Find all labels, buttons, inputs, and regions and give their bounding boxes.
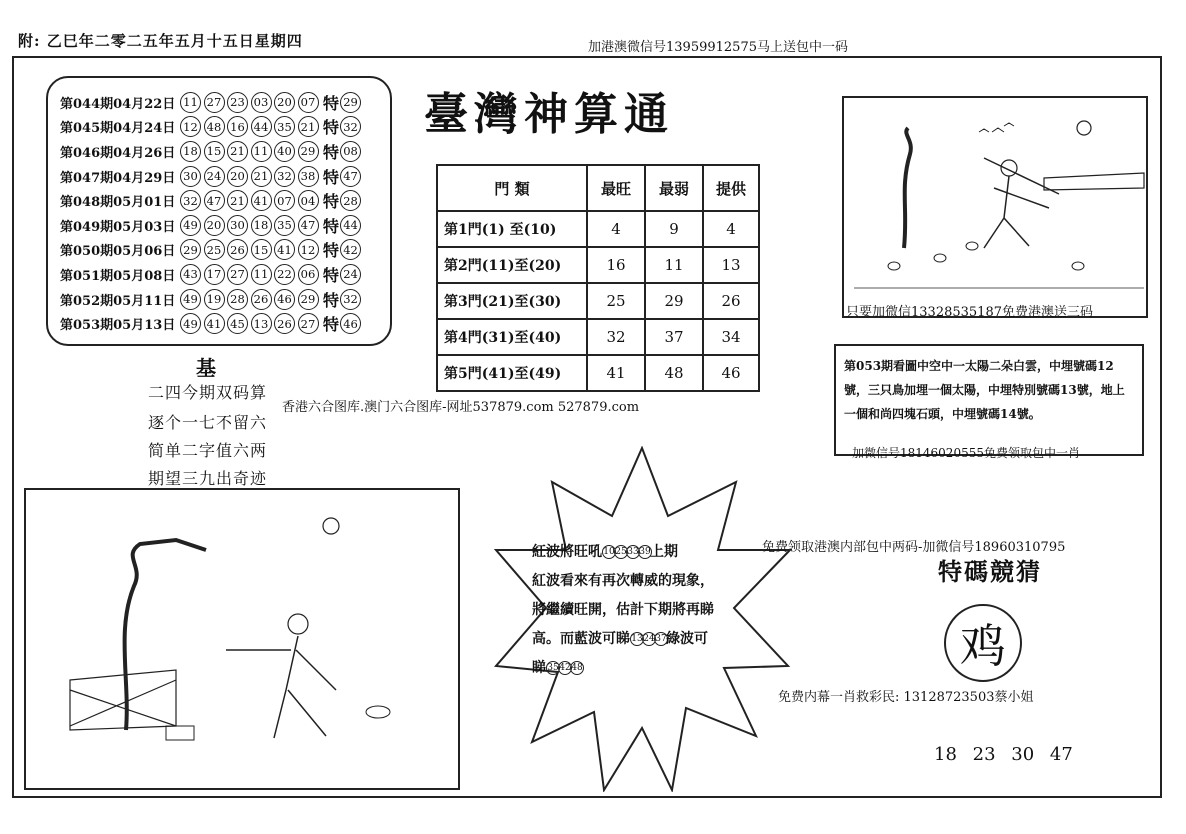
star-text: [532, 538, 750, 683]
history-ball: 35: [274, 116, 295, 137]
special-marker: 特: [323, 142, 340, 162]
history-row: [60, 115, 390, 140]
bottom-numbers: 18 23 30 47: [934, 744, 1073, 765]
history-row: [60, 287, 390, 312]
bird-icon: [979, 123, 1014, 132]
promo-top: 加港澳微信号13959912575马上送包中一码: [588, 40, 848, 55]
door-header-min: 最弱: [645, 165, 703, 211]
star-ball: 48: [570, 661, 584, 675]
star-line-1-text: 紅波將旺吼: [532, 544, 602, 560]
history-ball: 15: [251, 239, 272, 260]
history-special-ball: 24: [340, 264, 361, 285]
history-ball: 20: [274, 92, 295, 113]
history-ball: 21: [298, 116, 319, 137]
history-ball: 49: [180, 313, 201, 334]
history-ball: 29: [180, 239, 201, 260]
star-ball: 33: [626, 545, 640, 559]
history-special-ball: 29: [340, 92, 361, 113]
special-marker: 特: [323, 241, 340, 261]
star-ball: 42: [558, 661, 572, 675]
history-row: [60, 90, 390, 115]
history-ball: 25: [204, 239, 225, 260]
note-box: 第053期看圖中空中一太陽二朵白雲，中埋號碼12號，三只鳥加埋一個太陽，中埋特別號碼13號，地上一個和尚四塊石頭，中埋號碼14號。: [834, 344, 1144, 456]
free-line: 免费领取港澳内部包中两码-加微信号18960310795: [762, 540, 1066, 555]
history-ball: 30: [180, 166, 201, 187]
history-row: [60, 213, 390, 238]
star-ball: 13: [630, 632, 644, 646]
special-marker: 特: [323, 216, 340, 236]
history-ball: 43: [180, 264, 201, 285]
history-period: 第047期04月29日: [60, 170, 176, 186]
sun-icon: [323, 518, 339, 534]
history-ball: 26: [251, 289, 272, 310]
history-ball: 07: [274, 190, 295, 211]
star-ball: 39: [638, 545, 652, 559]
star-line-3: 將繼續旺開，估計下期將再睇: [532, 602, 714, 618]
door-table-wrap: [436, 164, 760, 392]
stone-icon: [934, 254, 946, 262]
history-ball: 48: [204, 116, 225, 137]
rooster-icon: [366, 706, 390, 718]
history-period: 第051期05月08日: [60, 268, 176, 284]
special-marker: 特: [323, 118, 340, 138]
special-marker: 特: [323, 93, 340, 113]
door-row: [437, 247, 759, 283]
history-ball: 47: [204, 190, 225, 211]
star-line-4: [532, 625, 750, 654]
history-ball: 03: [251, 92, 272, 113]
history-row: [60, 139, 390, 164]
scholar-illustration: [24, 488, 460, 790]
history-ball: 07: [298, 92, 319, 113]
history-period: 第050期05月06日: [60, 244, 176, 260]
door-row: [437, 355, 759, 391]
door-min: 37: [645, 319, 703, 355]
history-ball: 26: [227, 239, 248, 260]
sun-icon: [1077, 121, 1091, 135]
book-icon: [166, 726, 194, 740]
special-marker: 特: [323, 167, 340, 187]
scholar-figure-icon: [226, 636, 336, 738]
history-ball: 17: [204, 264, 225, 285]
history-special-ball: 46: [340, 313, 361, 334]
star-line-5-balls: [546, 660, 582, 676]
history-special-ball: 44: [340, 215, 361, 236]
door-max: 16: [587, 247, 645, 283]
history-period: 第049期05月03日: [60, 219, 176, 235]
history-ball: 41: [204, 313, 225, 334]
caption-top-right: 只要加微信13328535187免费港澳送三码: [846, 305, 1093, 320]
history-ball: 28: [227, 289, 248, 310]
star-line-1-balls: [602, 544, 650, 560]
special-marker: 特: [323, 315, 340, 335]
history-ball: 18: [251, 215, 272, 236]
scholar-head-icon: [288, 614, 308, 634]
history-special-ball: 42: [340, 239, 361, 260]
tree-icon: [904, 128, 911, 248]
history-period: 第052期05月11日: [60, 293, 176, 309]
history-ball: 49: [180, 289, 201, 310]
door-min: 11: [645, 247, 703, 283]
history-special-ball: 32: [340, 116, 361, 137]
star-line-4-balls: [630, 631, 666, 647]
history-special-ball: 47: [340, 166, 361, 187]
star-ball: 24: [642, 632, 656, 646]
door-label: 第4門(31)至(40): [437, 319, 587, 355]
history-ball: 20: [204, 215, 225, 236]
star-line-4-text: 高。而藍波可睇: [532, 631, 630, 647]
history-period: 第048期05月01日: [60, 195, 176, 211]
poem-line-2: 逐个一七不留六: [148, 413, 268, 432]
history-ball: 38: [298, 166, 319, 187]
poem-line-1: 二四今期双码算: [148, 383, 268, 402]
history-ball: 15: [204, 141, 225, 162]
door-min: 9: [645, 211, 703, 247]
history-ball: 11: [251, 264, 272, 285]
door-max: 25: [587, 283, 645, 319]
history-ball: 21: [227, 190, 248, 211]
history-ball: 23: [227, 92, 248, 113]
door-label: 第2門(11)至(20): [437, 247, 587, 283]
history-ball: 27: [204, 92, 225, 113]
door-label: 第3門(21)至(30): [437, 283, 587, 319]
history-ball: 04: [298, 190, 319, 211]
note-footer: 加微信号18146020555免费领取包中一肖: [852, 446, 1080, 460]
history-period: 第046期04月26日: [60, 145, 176, 161]
special-marker: 特: [323, 290, 340, 310]
door-provide: 13: [703, 247, 759, 283]
star-ball: 10: [602, 545, 616, 559]
history-ball: 22: [274, 264, 295, 285]
star-ball: 37: [654, 632, 668, 646]
door-row: [437, 319, 759, 355]
door-provide: 34: [703, 319, 759, 355]
history-row: [60, 262, 390, 287]
history-ball: 35: [274, 215, 295, 236]
history-row: [60, 311, 390, 336]
history-row: [60, 238, 390, 263]
door-provide: 46: [703, 355, 759, 391]
history-ball: 12: [298, 239, 319, 260]
door-max: 32: [587, 319, 645, 355]
history-ball: 40: [274, 141, 295, 162]
poem-line-4: 期望三九出奇迹: [148, 469, 268, 488]
door-header-category: 門 類: [437, 165, 587, 211]
poem-title: 基: [196, 356, 216, 380]
history-ball: 47: [298, 215, 319, 236]
poem-line-3: 简单二字值六两: [148, 441, 268, 460]
history-ball: 20: [227, 166, 248, 187]
history-ball: 32: [180, 190, 201, 211]
history-row: [60, 164, 390, 189]
door-min: 29: [645, 283, 703, 319]
history-ball: 29: [298, 289, 319, 310]
history-ball: 27: [298, 313, 319, 334]
history-ball: 21: [227, 141, 248, 162]
history-ball: 12: [180, 116, 201, 137]
tree-icon: [125, 540, 206, 730]
history-ball: 32: [274, 166, 295, 187]
history-row: [60, 188, 390, 213]
wall-icon: [1044, 173, 1144, 190]
history-ball: 24: [204, 166, 225, 187]
history-ball: 16: [227, 116, 248, 137]
hotline: 免费内幕一肖救彩民: 13128723503蔡小姐: [778, 690, 1034, 705]
door-provide: 4: [703, 211, 759, 247]
history-panel: [46, 76, 392, 346]
star-line-1: [532, 538, 750, 567]
guess-title: 特碼競猜: [938, 557, 1042, 586]
history-ball: 13: [251, 313, 272, 334]
history-period: 第044期04月22日: [60, 96, 176, 112]
page-title: 臺灣神算通: [424, 89, 674, 140]
history-ball: 44: [251, 116, 272, 137]
history-ball: 27: [227, 264, 248, 285]
history-ball: 18: [180, 141, 201, 162]
monk-figure-icon: [984, 158, 1059, 248]
monk-scene: [844, 98, 1146, 316]
date-line: 附: 乙巳年二零二五年五月十五日星期四: [18, 32, 303, 50]
history-ball: 46: [274, 289, 295, 310]
history-special-ball: 08: [340, 141, 361, 162]
zodiac-circle: 鸡: [944, 604, 1022, 682]
star-line-4-end: 綠波可: [666, 631, 708, 647]
scholar-scene: [26, 490, 458, 788]
history-ball: 30: [227, 215, 248, 236]
history-special-ball: 28: [340, 190, 361, 211]
watermark: 香港六合图库.澳门六合图库-网址537879.com 527879.com: [282, 400, 640, 415]
history-ball: 29: [298, 141, 319, 162]
star-line-5-text: 睇: [532, 660, 546, 676]
history-ball: 21: [251, 166, 272, 187]
door-min: 48: [645, 355, 703, 391]
stone-icon: [966, 242, 978, 250]
door-max: 4: [587, 211, 645, 247]
door-label: 第5門(41)至(49): [437, 355, 587, 391]
door-provide: 26: [703, 283, 759, 319]
stone-icon: [1072, 262, 1084, 270]
history-ball: 06: [298, 264, 319, 285]
door-header-max: 最旺: [587, 165, 645, 211]
history-ball: 49: [180, 215, 201, 236]
history-ball: 45: [227, 313, 248, 334]
star-line-1-end: 上期: [650, 544, 678, 560]
history-ball: 11: [251, 141, 272, 162]
star-line-2: 紅波看來有再次轉威的現象，: [532, 573, 714, 589]
door-label: 第1門(1) 至(10): [437, 211, 587, 247]
history-ball: 19: [204, 289, 225, 310]
star-ball: 35: [546, 661, 560, 675]
fence-icon: [70, 670, 176, 730]
star-ball: 25: [614, 545, 628, 559]
special-marker: 特: [323, 192, 340, 212]
door-header-provide: 提供: [703, 165, 759, 211]
monk-illustration: [842, 96, 1148, 318]
history-ball: 41: [274, 239, 295, 260]
stone-icon: [888, 262, 900, 270]
history-special-ball: 32: [340, 289, 361, 310]
history-ball: 41: [251, 190, 272, 211]
special-marker: 特: [323, 265, 340, 285]
door-row: [437, 211, 759, 247]
door-table: [436, 164, 760, 392]
door-max: 41: [587, 355, 645, 391]
history-period: 第045期04月24日: [60, 121, 176, 137]
door-row: [437, 283, 759, 319]
history-ball: 26: [274, 313, 295, 334]
history-ball: 11: [180, 92, 201, 113]
star-line-5: [532, 654, 750, 683]
history-period: 第053期05月13日: [60, 318, 176, 334]
